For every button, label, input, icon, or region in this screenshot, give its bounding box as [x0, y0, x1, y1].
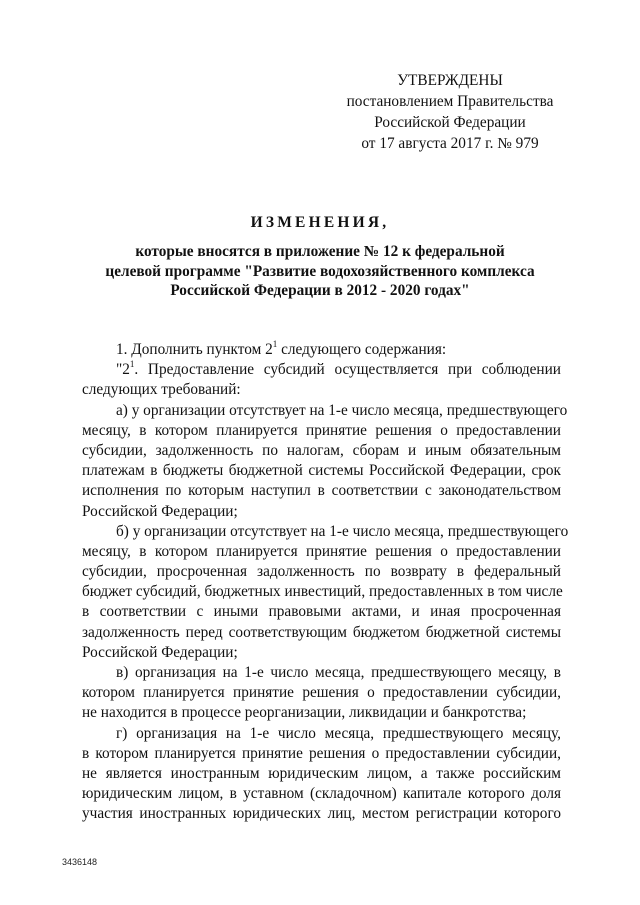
subtitle-line: Российской Федерации в 2012 - 2020 годах" — [170, 282, 470, 299]
item-b-line: бюджет субсидий, бюджетных инвестиций, предоставленных в том числе — [82, 583, 563, 601]
paragraph-2-line: следующих требований: — [82, 381, 241, 399]
item-g-line: участия иностранных юридических лиц, местом регистрации которого — [82, 805, 561, 823]
item-b-line: б) у организации отсутствует на 1-е число месяца, предшествующего — [116, 522, 569, 540]
item-g-line: в котором планируется принятие решения о предоставлении субсидии, — [82, 744, 561, 762]
document-number: 3436148 — [62, 857, 98, 867]
subtitle-line: которые вносятся в приложение № 12 к федеральной — [135, 243, 505, 260]
item-a-line: платежам в бюджеты бюджетной системы Российской Федерации, срок — [82, 462, 561, 480]
item-b-line: Российской Федерации; — [82, 643, 238, 661]
item-g-line: юридическим лицом, в уставном (складочном) капитале которого доля — [82, 785, 561, 803]
document-body — [82, 338, 569, 825]
paragraph-1-text-end: следующего содержания: — [277, 341, 447, 358]
paragraph-2-number: "2 — [116, 361, 130, 379]
approval-title: УТВЕРЖДЕНЫ — [397, 72, 503, 89]
paragraph-2-text: . Предоставление субсидий осуществляется при соблюдении — [134, 361, 561, 379]
item-a-line: Российской Федерации; — [82, 502, 238, 520]
subtitle-line: целевой программе "Развитие водохозяйственного комплекса — [105, 262, 535, 280]
item-a-line: месяцу, в котором планируется принятие решения о предоставлении — [82, 421, 561, 439]
item-b-line: месяцу, в котором планируется принятие решения о предоставлении — [82, 542, 561, 560]
item-v-line: котором планируется принятие решения о предоставлении субсидии, — [82, 684, 561, 702]
item-a-line: а) у организации отсутствует на 1-е число месяца, предшествующего — [116, 401, 568, 419]
item-b-line: задолженность перед соответствующим бюджетом бюджетной системы — [82, 623, 561, 641]
approval-line: Российской Федерации — [374, 114, 526, 131]
superscript: 1 — [272, 338, 278, 349]
item-b-line: в соответствии с иными правовыми актами, и иная просроченная — [82, 603, 561, 621]
approval-date-line: от 17 августа 2017 г. № 979 — [361, 135, 539, 152]
approval-block — [340, 70, 560, 154]
document-subtitle — [80, 242, 560, 301]
item-g-line: не является иностранным юридическим лицом, а также российским — [82, 764, 561, 782]
item-v-line: в) организация на 1-е число месяца, предшествующего месяцу, в — [116, 664, 561, 681]
item-a-line: исполнения по которым наступил в соответствии с законодательством — [82, 482, 561, 500]
paragraph-2-line — [82, 360, 561, 380]
item-v-line: не находится в процессе реорганизации, ликвидации и банкротства; — [82, 704, 527, 722]
item-g-line: г) организация на 1-е число месяца, предшествующего месяцу, — [116, 724, 561, 742]
paragraph-1 — [82, 340, 561, 360]
document-title: ИЗМЕНЕНИЯ, — [250, 214, 390, 231]
approval-line: постановлением Правительства — [346, 93, 554, 110]
item-a-line: субсидии, задолженность по налогам, сборам и иным обязательным — [82, 441, 561, 459]
superscript: 1 — [129, 359, 135, 370]
item-b-line: субсидии, просроченная задолженность по возврату в федеральный — [82, 563, 561, 581]
paragraph-1-text: 1. Дополнить пунктом 2 — [116, 341, 273, 358]
